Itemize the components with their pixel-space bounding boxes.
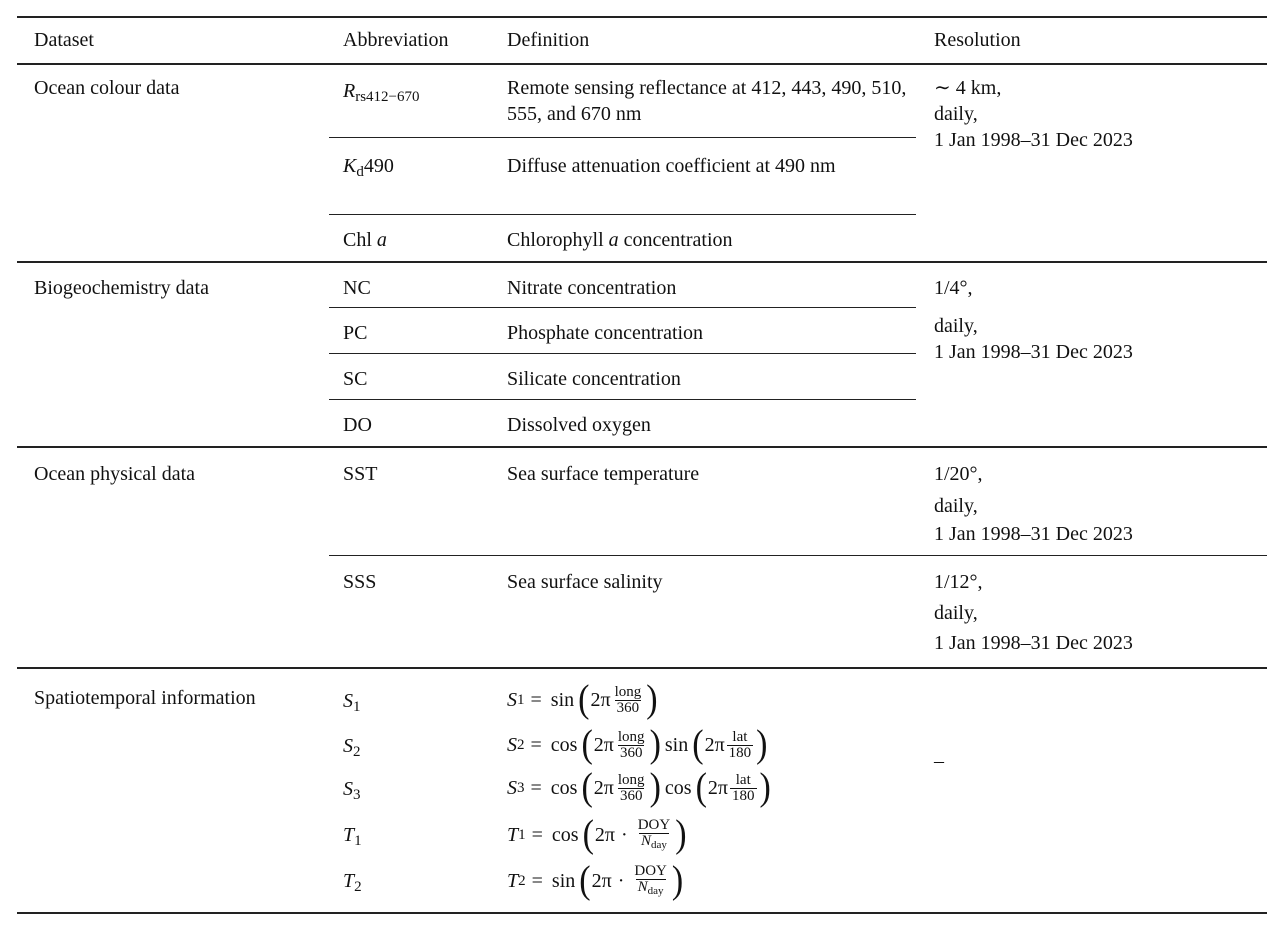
numerator: lat (735, 771, 751, 788)
sym: S (507, 734, 517, 756)
definition: Diffuse attenuation coefficient at 490 nm (507, 155, 836, 177)
paren-close: ) (649, 723, 661, 766)
denominator-main: N (640, 832, 651, 849)
dataset-name: Biogeochemistry data (34, 277, 209, 299)
group-rule (17, 667, 1267, 669)
abbr-main: R (343, 80, 356, 102)
abbreviation: NC (343, 277, 371, 299)
numerator: DOY (637, 816, 671, 833)
sym-index: 1 (354, 833, 362, 849)
function: cos (550, 777, 578, 799)
abbreviation (343, 822, 362, 854)
abbreviation (343, 776, 361, 808)
numerator: long (617, 771, 645, 788)
sym-index: 3 (353, 787, 361, 803)
header-resolution: Resolution (934, 29, 1021, 51)
bottom-rule (17, 912, 1267, 914)
abbr-tail: a (376, 229, 387, 251)
row-rule (329, 555, 1267, 556)
resolution-line: 1 Jan 1998–31 Dec 2023 (934, 632, 1133, 654)
paren-open: ( (581, 723, 593, 766)
definition: Sea surface salinity (507, 571, 663, 593)
header-definition: Definition (507, 29, 590, 51)
sym-index: 1 (517, 691, 525, 708)
resolution-line: 1 Jan 1998–31 Dec 2023 (934, 341, 1133, 363)
abbr-main: K (343, 155, 357, 177)
two-pi: 2π (591, 870, 612, 892)
cdot: · (621, 824, 628, 846)
fraction (636, 818, 673, 853)
definition: Dissolved oxygen (507, 414, 651, 436)
sym: S (343, 778, 353, 800)
dataset-name: Ocean physical data (34, 463, 196, 485)
resolution-line: 1 Jan 1998–31 Dec 2023 (934, 129, 1133, 151)
two-pi: 2π (704, 734, 725, 756)
two-pi: 2π (590, 689, 611, 711)
resolution-line: daily, (934, 602, 978, 624)
group-rule (17, 446, 1267, 448)
definition: Phosphate concentration (507, 322, 704, 344)
fraction (632, 864, 669, 899)
fraction (727, 730, 754, 761)
paren-close: ) (649, 766, 661, 809)
numerator: DOY (634, 862, 667, 879)
definition-pre: Chlorophyll (507, 229, 609, 251)
function: cos (664, 777, 692, 799)
function: cos (550, 734, 578, 756)
paren-open: ( (579, 859, 591, 902)
abbreviation (343, 733, 361, 765)
paren-close: ) (756, 723, 768, 766)
equals: = (530, 777, 542, 799)
function: cos (551, 824, 579, 846)
definition: Nitrate concentration (507, 277, 677, 299)
equals: = (531, 870, 543, 892)
denominator-main: N (637, 878, 648, 895)
top-rule (17, 16, 1267, 18)
paren-open: ( (578, 678, 590, 721)
abbreviation: PC (343, 322, 368, 344)
abbreviation: SC (343, 368, 368, 390)
function: sin (551, 870, 576, 892)
abbr-sub: rs412−670 (355, 89, 420, 105)
definition-italic: a (608, 229, 619, 251)
resolution-line: daily, (934, 103, 978, 125)
paren-open: ( (692, 723, 704, 766)
row-rule (329, 353, 916, 354)
denominator (639, 833, 669, 853)
numerator: long (617, 728, 645, 745)
two-pi: 2π (594, 824, 616, 846)
dataset-name: Spatiotemporal information (34, 687, 256, 709)
sym: S (507, 777, 517, 799)
resolution-line: 1 Jan 1998–31 Dec 2023 (934, 523, 1133, 545)
abbr-main: Chl (343, 229, 377, 251)
resolution-line: 1/4°, (934, 277, 973, 299)
sym: S (507, 689, 517, 711)
denominator: 360 (619, 787, 643, 804)
resolution-line: daily, (934, 495, 978, 517)
fraction (616, 773, 647, 804)
denominator: 180 (728, 744, 752, 761)
two-pi: 2π (707, 777, 728, 799)
function: sin (550, 689, 575, 711)
sym: T (507, 870, 519, 892)
denominator-sub: day (647, 884, 664, 897)
paren-close: ) (759, 766, 771, 809)
definition: Remote sensing reflectance at 412, 443, 490, 510, 555, and 670 nm (507, 77, 907, 125)
function: sin (664, 734, 689, 756)
definition (507, 227, 733, 253)
resolution-line: ∼ 4 km, (934, 77, 1002, 99)
sym: S (343, 735, 353, 757)
row-rule (329, 214, 916, 215)
formula-s1 (507, 680, 659, 720)
sym-index: 2 (518, 872, 526, 889)
dataset-name: Ocean colour data (34, 77, 180, 99)
row-rule (329, 307, 916, 308)
abbreviation: SSS (343, 571, 377, 593)
resolution-line: daily, (934, 315, 978, 337)
fraction (616, 730, 647, 761)
paren-close: ) (646, 678, 658, 721)
header-abbreviation: Abbreviation (343, 29, 449, 51)
denominator (636, 879, 666, 899)
paren-open: ( (582, 813, 594, 856)
denominator: 360 (619, 744, 643, 761)
resolution-line: 1/20°, (934, 463, 983, 485)
definition: Silicate concentration (507, 368, 681, 390)
formula-t1 (507, 814, 688, 856)
abbr-tail: 490 (363, 155, 394, 177)
equals: = (530, 734, 542, 756)
fraction (613, 685, 644, 716)
sym: T (343, 824, 355, 846)
row-rule (329, 399, 916, 400)
header-dataset: Dataset (34, 29, 94, 51)
abbreviation (343, 868, 362, 900)
two-pi: 2π (593, 734, 614, 756)
sym: T (343, 870, 355, 892)
denominator-sub: day (651, 838, 667, 851)
definition: Sea surface temperature (507, 463, 700, 485)
sym: T (507, 824, 519, 846)
paren-close: ) (675, 813, 687, 856)
formula-s2 (507, 725, 769, 765)
definition-post: concentration (618, 229, 733, 251)
denominator: 180 (732, 787, 755, 804)
denominator: 360 (616, 699, 640, 716)
abbr-sub: d (356, 164, 364, 180)
abbreviation: SST (343, 463, 378, 485)
numerator: long (614, 683, 642, 700)
paren-close: ) (671, 859, 684, 902)
sym-index: 2 (353, 744, 361, 760)
resolution-dash: – (934, 750, 944, 772)
paren-open: ( (695, 766, 707, 809)
abbreviation (343, 688, 361, 720)
sym-index: 1 (353, 699, 361, 715)
equals: = (531, 824, 543, 846)
abbreviation: DO (343, 414, 372, 436)
sym-index: 2 (354, 879, 362, 895)
equals: = (530, 689, 542, 711)
fraction (730, 773, 757, 804)
formula-s3 (507, 768, 772, 808)
sym: S (343, 690, 353, 712)
abbreviation-chla (343, 227, 387, 253)
two-pi: 2π (593, 777, 614, 799)
sym-index: 1 (518, 826, 526, 843)
resolution-line: 1/12°, (934, 571, 983, 593)
row-rule (329, 137, 916, 138)
cdot: · (617, 870, 625, 892)
sym-index: 3 (517, 779, 525, 796)
paren-open: ( (581, 766, 593, 809)
header-rule (17, 63, 1267, 65)
sym-index: 2 (517, 736, 525, 753)
formula-t2 (507, 860, 684, 902)
abbreviation-kd490 (343, 153, 394, 185)
numerator: lat (732, 728, 748, 745)
abbreviation-rrs (343, 78, 420, 110)
group-rule (17, 261, 1267, 263)
